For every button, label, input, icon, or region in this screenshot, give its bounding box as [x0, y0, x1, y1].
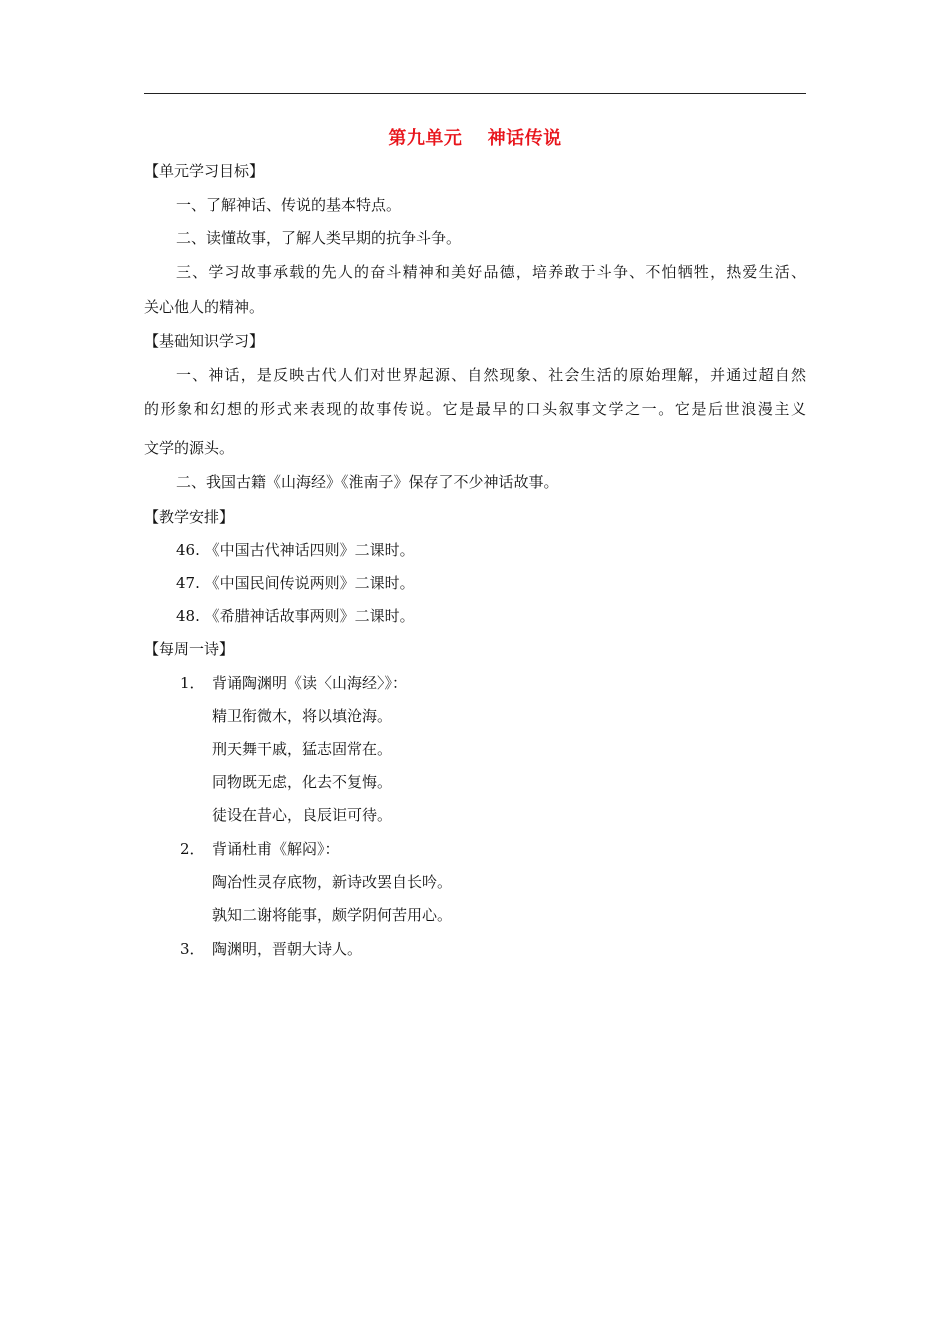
poem-line: 精卫衔微木，将以填沧海。	[212, 707, 393, 725]
section-heading-goals: 【单元学习目标】	[144, 162, 265, 180]
schedule-item: 48. 《希腊神话故事两则》二课时。	[176, 607, 415, 625]
goal-item-continuation: 关心他人的精神。	[144, 298, 265, 316]
poem-item-text: 陶渊明，晋朝大诗人。	[212, 940, 363, 958]
schedule-item: 46. 《中国古代神话四则》二课时。	[176, 541, 415, 559]
poem-line: 陶冶性灵存底物，新诗改罢自长吟。	[212, 873, 453, 891]
basics-paragraph-continuation: 的形象和幻想的形式来表现的故事传说。它是最早的口头叙事文学之一。它是后世浪漫主义	[144, 400, 806, 418]
section-heading-schedule: 【教学安排】	[144, 508, 235, 526]
basics-paragraph: 一、神话，是反映古代人们对世界起源、自然现象、社会生活的原始理解，并通过超自然	[176, 366, 806, 384]
section-heading-basics: 【基础知识学习】	[144, 332, 265, 350]
goal-item: 一、了解神话、传说的基本特点。	[176, 196, 402, 214]
poem-line: 刑天舞干戚，猛志固常在。	[212, 740, 393, 758]
poem-item-number: 2．	[180, 840, 205, 858]
basics-paragraph-continuation: 文学的源头。	[144, 439, 235, 457]
poem-line: 孰知二谢将能事，颇学阴何苦用心。	[212, 906, 453, 924]
goal-item: 三、学习故事承载的先人的奋斗精神和美好品德，培养敢于斗争、不怕牺牲，热爱生活、	[176, 263, 806, 281]
goal-item: 二、读懂故事，了解人类早期的抗争斗争。	[176, 229, 462, 247]
poem-item-text: 背诵杜甫《解闷》：	[212, 840, 340, 858]
schedule-item: 47. 《中国民间传说两则》二课时。	[176, 574, 415, 592]
header-rule	[144, 93, 806, 94]
poem-item-number: 3．	[180, 940, 205, 958]
poem-line: 同物既无虑，化去不复悔。	[212, 773, 393, 791]
poem-item-text: 背诵陶渊明《读〈山海经〉》：	[212, 674, 408, 692]
poem-line: 徒设在昔心，良辰讵可待。	[212, 806, 393, 824]
poem-item-number: 1．	[180, 674, 205, 692]
basics-paragraph: 二、我国古籍《山海经》《淮南子》保存了不少神话故事。	[176, 473, 559, 491]
section-heading-poem: 【每周一诗】	[144, 640, 235, 658]
page-title: 第九单元 神话传说	[388, 128, 562, 149]
